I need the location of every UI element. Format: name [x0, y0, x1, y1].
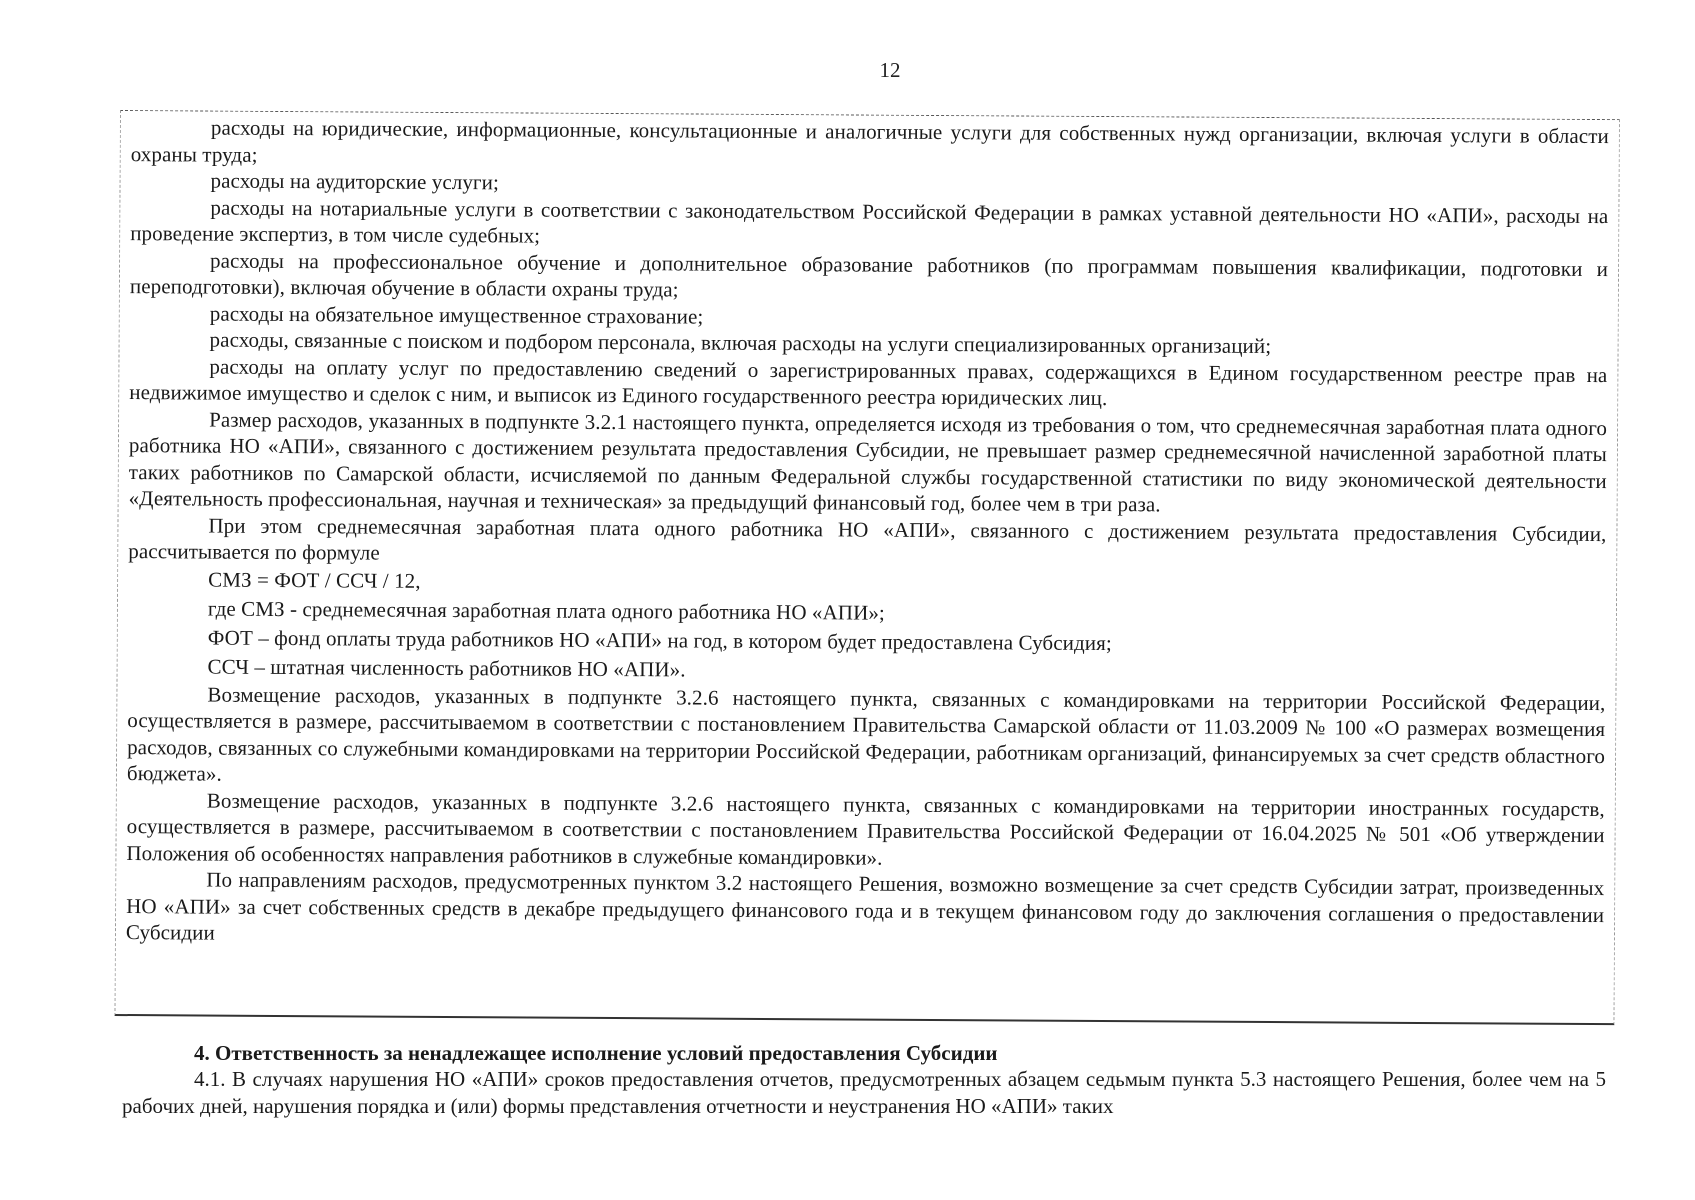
paragraph-foreign-travel: Возмещение расходов, указанных в подпункте 3.2.6 настоящего пункта, связанных с командировками на территории иностранных государств, осуществляется в размере, рассчитываемом в соответствии с постановлением Правительства Российской Федерации от 16.04.2025 № 501 «Об утверждении Положения об особенностях направления работников в служебные командировки».: [126, 788, 1605, 870]
section-4: [122, 1040, 1606, 1119]
paragraph-insurance: расходы на обязательное имущественное страхование;: [209, 301, 704, 329]
formula-definition-smz: где СМЗ - среднемесячная заработная плата одного работника НО «АПИ»;: [207, 596, 885, 625]
paragraph-training: расходы на профессиональное обучение и дополнительное образование работников (по программам повышения квалификации, подготовки и переподготовки), включая обучение в области охраны труда;: [129, 248, 1609, 302]
paragraph-notary-services: расходы на нотариальные услуги в соответствии с законодательством Российской Федерации в рамках уставной деятельности НО «АПИ», расходы на проведение экспертиз, в том числе судебных;: [130, 195, 1609, 248]
paragraph-registry-services: расходы на оплату услуг по предоставлению сведений о зарегистрированных правах, содержащихся в Едином государственном реестре прав на недвижимое имущество и сделок с ним, и выписок из Единого государственного реестра юридических лиц.: [129, 354, 1608, 411]
paragraph-domestic-travel: Возмещение расходов, указанных в подпункте 3.2.6 настоящего пункта, связанных с командировками на территории Российской Федерации, осуществляется в размере, рассчитываемом в соответствии с постановлением Правительства Самарской области от 11.03.2009 № 100 «О размерах возмещения расходов, связанных со служебными командировками на территории Российской Федерации, работникам организаций, финансируемых за счет средств областного бюджета».: [126, 682, 1606, 786]
paragraph-recruitment: расходы, связанные с поиском и подбором персонала, включая расходы на услуги специализированных организаций;: [209, 327, 1272, 359]
amended-text-box: [114, 110, 1620, 1025]
paragraph-reimbursement: По направлениям расходов, предусмотренных пунктом 3.2 настоящего Решения, возможно возмещение за счет средств Субсидии затрат, произведенных НО «АПИ» за счет собственных средств в декабре предыдущего финансового года и в текущем финансовом году до заключения соглашения о предоставлении Субсидии: [125, 867, 1605, 945]
section-paragraph: 4.1. В случаях нарушения НО «АПИ» сроков предоставления отчетов, предусмотренных абзацем седьмым пункта 5.3 настоящего Решения, более чем на 5 рабочих дней, нарушения порядка и (или) формы представления отчетности и неустранения НО «АПИ» таких: [122, 1067, 1606, 1118]
paragraph-salary-formula-intro: При этом среднемесячная заработная плата одного работника НО «АПИ», связанного с достижением результата предоставления Субсидии, рассчитывается по формуле: [128, 513, 1607, 565]
section-heading: 4. Ответственность за ненадлежащее исполнение условий предоставления Субсидии: [194, 1041, 998, 1065]
page-number: 12: [879, 58, 901, 82]
paragraph-salary-limit: Размер расходов, указанных в подпункте 3.2.1 настоящего пункта, определяется исходя из требования о том, что среднемесячная заработная плата одного работника НО «АПИ», связанного с достижением результата предоставления Субсидии, не превышает размер среднемесячной начисленной заработной платы таких работников по Самарской области, исчисляемой по данным Федеральной службы государственной статистики по виду экономической деятельности «Деятельность профессиональная, научная и техническая» за предыдущий финансовый год, более чем в три раза.: [128, 407, 1608, 517]
paragraph-legal-services: расходы на юридические, информационные, консультационные и аналогичные услуги для собственных нужд организации, включая услуги в области охраны труда;: [130, 115, 1609, 167]
paragraph-audit-services: расходы на аудиторские услуги;: [210, 168, 500, 195]
formula-definition-fot: ФОТ – фонд оплаты труда работников НО «АПИ» на год, в котором будет предоставлена Субсидия;: [207, 625, 1112, 655]
formula-definition-ssch: ССЧ – штатная численность работников НО «АПИ».: [207, 654, 686, 681]
formula-smz: СМЗ = ФОТ / ССЧ / 12,: [208, 567, 421, 593]
